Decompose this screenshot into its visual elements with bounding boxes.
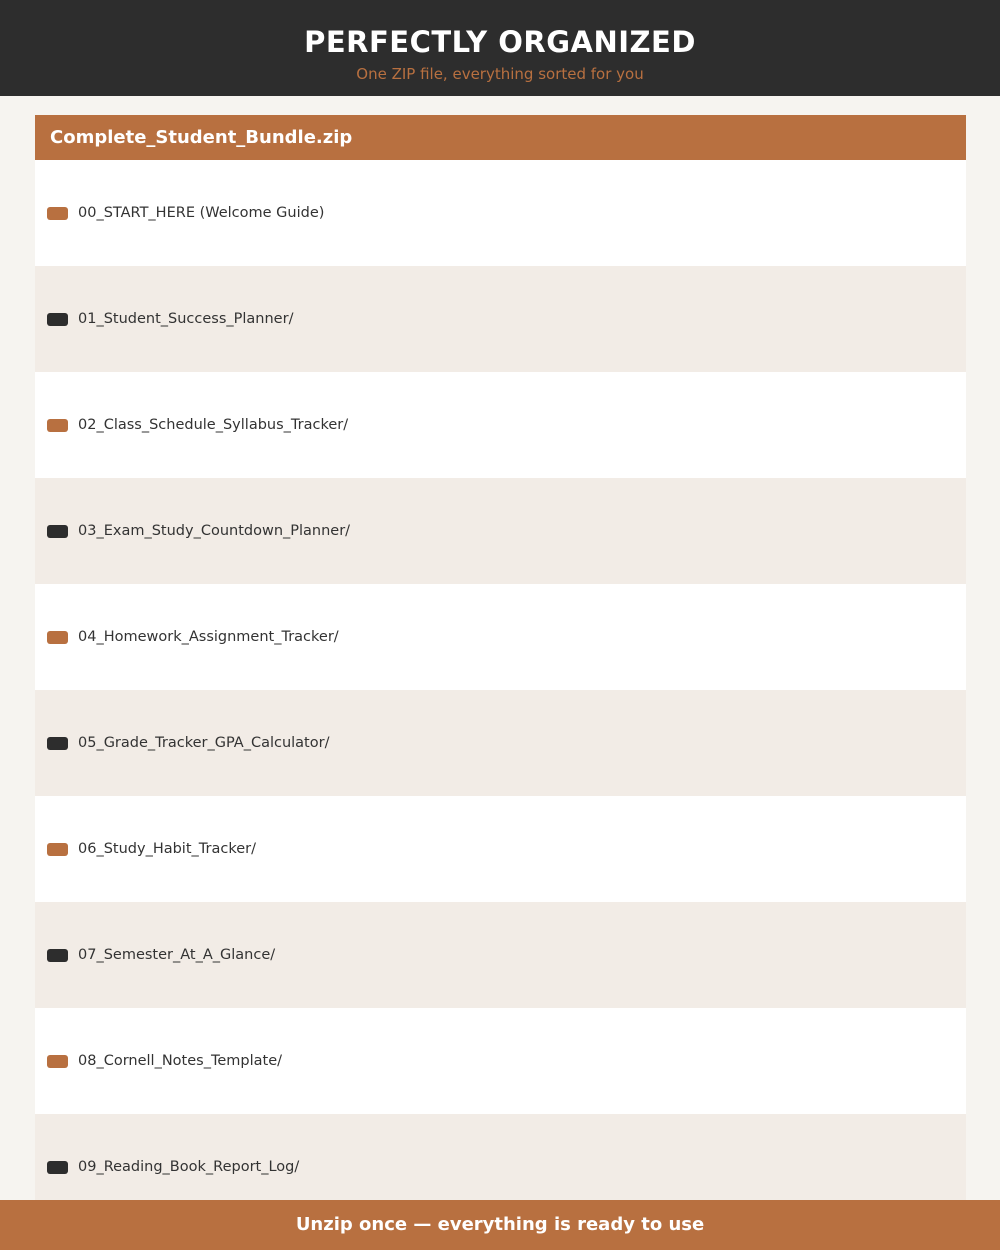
file-name: 02_Class_Schedule_Syllabus_Tracker/: [78, 417, 349, 433]
zip-contents-panel: [35, 115, 966, 1200]
folder-icon: [47, 207, 68, 220]
file-name: 00_START_HERE (Welcome Guide): [78, 205, 325, 221]
page-subtitle: One ZIP file, everything sorted for you: [356, 65, 644, 83]
folder-icon: [47, 631, 68, 644]
file-row[interactable]: [35, 372, 966, 478]
file-name: 09_Reading_Book_Report_Log/: [78, 1159, 300, 1175]
zip-file-name: Complete_Student_Bundle.zip: [35, 115, 966, 160]
file-row[interactable]: [35, 796, 966, 902]
file-row[interactable]: [35, 160, 966, 266]
folder-icon: [47, 313, 68, 326]
file-name: 01_Student_Success_Planner/: [78, 311, 294, 327]
folder-icon: [47, 843, 68, 856]
file-row[interactable]: [35, 478, 966, 584]
file-name: 04_Homework_Assignment_Tracker/: [78, 629, 339, 645]
folder-icon: [47, 419, 68, 432]
page-title: PERFECTLY ORGANIZED: [304, 25, 696, 59]
file-row[interactable]: [35, 584, 966, 690]
file-name: 06_Study_Habit_Tracker/: [78, 841, 256, 857]
header-banner: [0, 0, 1000, 96]
file-row[interactable]: [35, 902, 966, 1008]
file-row[interactable]: [35, 1008, 966, 1114]
file-name: 03_Exam_Study_Countdown_Planner/: [78, 523, 351, 539]
file-name: 05_Grade_Tracker_GPA_Calculator/: [78, 735, 330, 751]
file-name: 07_Semester_At_A_Glance/: [78, 947, 276, 963]
footer-banner: Unzip once — everything is ready to use: [0, 1200, 1000, 1250]
folder-icon: [47, 949, 68, 962]
file-row[interactable]: [35, 690, 966, 796]
folder-icon: [47, 1161, 68, 1174]
folder-icon: [47, 1055, 68, 1068]
file-row[interactable]: [35, 266, 966, 372]
folder-icon: [47, 737, 68, 750]
file-row[interactable]: [35, 1114, 966, 1200]
file-list: [35, 160, 966, 1200]
file-name: 08_Cornell_Notes_Template/: [78, 1053, 282, 1069]
folder-icon: [47, 525, 68, 538]
